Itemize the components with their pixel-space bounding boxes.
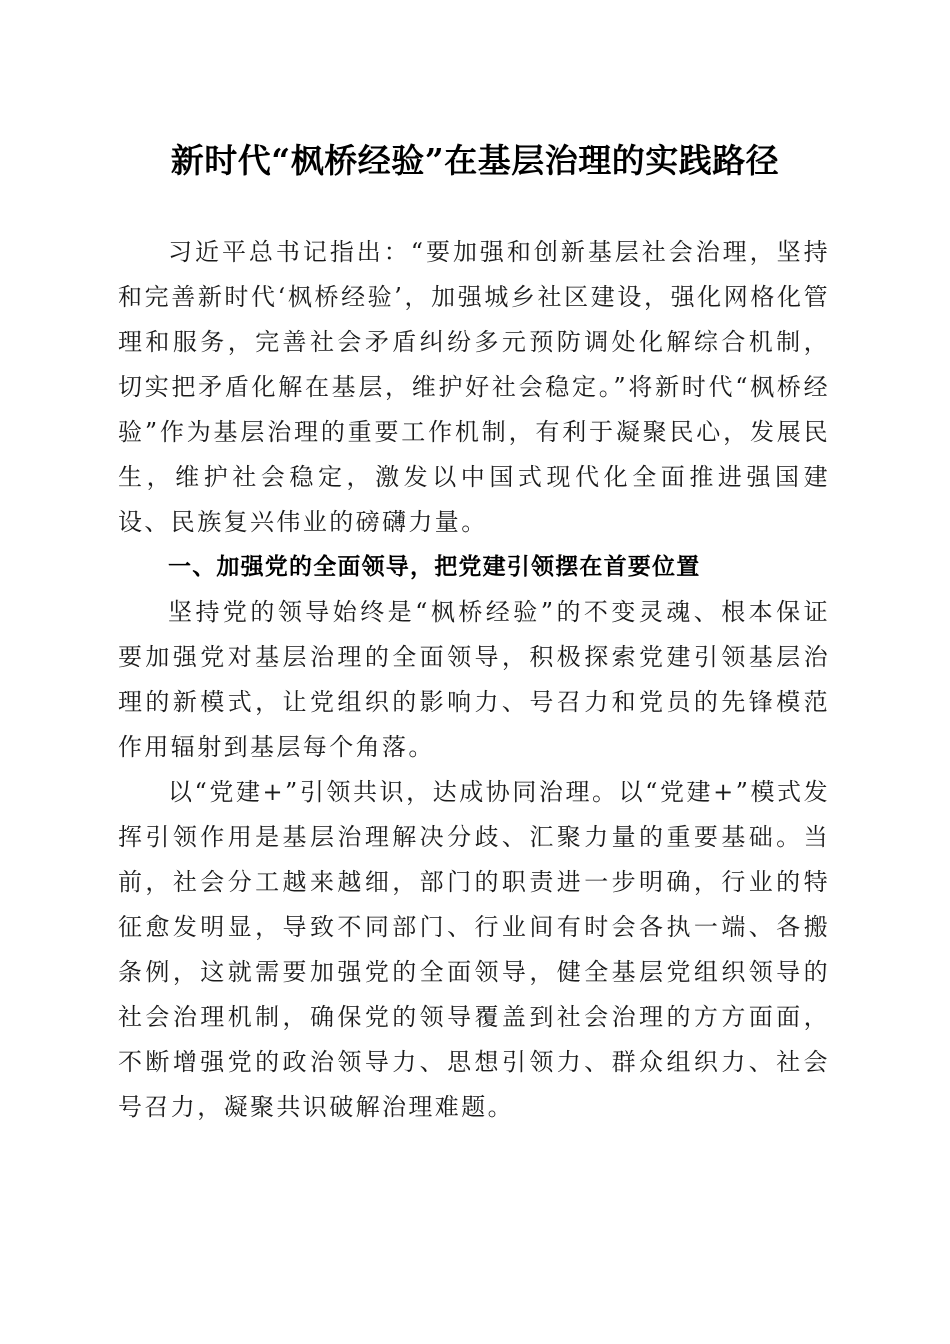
document-title: 新时代“枫桥经验”在基层治理的实践路径 (170, 141, 780, 180)
section-heading-1: 一、加强党的全面领导，把党建引领摆在首要位置 (168, 554, 701, 580)
section-1-paragraph-2: 以“党建+”引领共识，达成协同治理。以“党建+”模式发挥引领作用是基层治理解决分歧、汇聚力量的重要基础。当前，社会分工越来越细，部门的职责进一步明确，行业的特征愈发明显，导致不同部门、行业间有时会各执一端、各搬条例，这就需要加强党的全面领导，健全基层党组织领导的社会治理机制，确保党的领导覆盖到社会治理的方方面面，不断增强党的政治领导力、思想引领力、群众组织力、社会号召力，凝聚共识破解治理难题。 (118, 778, 830, 1121)
intro-paragraph: 习近平总书记指出：“要加强和创新基层社会治理，坚持和完善新时代‘枫桥经验’，加强城乡社区建设，强化网格化管理和服务，完善社会矛盾纠纷多元预防调处化解综合机制，切实把矛盾化解在基层，维护好社会稳定。”将新时代“枫桥经验”作为基层治理的重要工作机制，有利于凝聚民心，发展民生，维护社会稳定，激发以中国式现代化全面推进强国建设、民族复兴伟业的磅礴力量。 (118, 238, 830, 536)
section-1-paragraph-1: 坚持党的领导始终是“枫桥经验”的不变灵魂、根本保证要加强党对基层治理的全面领导，积极探索党建引领基层治理的新模式，让党组织的影响力、号召力和党员的先锋模范作用辐射到基层每个角落。 (118, 598, 830, 761)
document-body (118, 230, 830, 1130)
